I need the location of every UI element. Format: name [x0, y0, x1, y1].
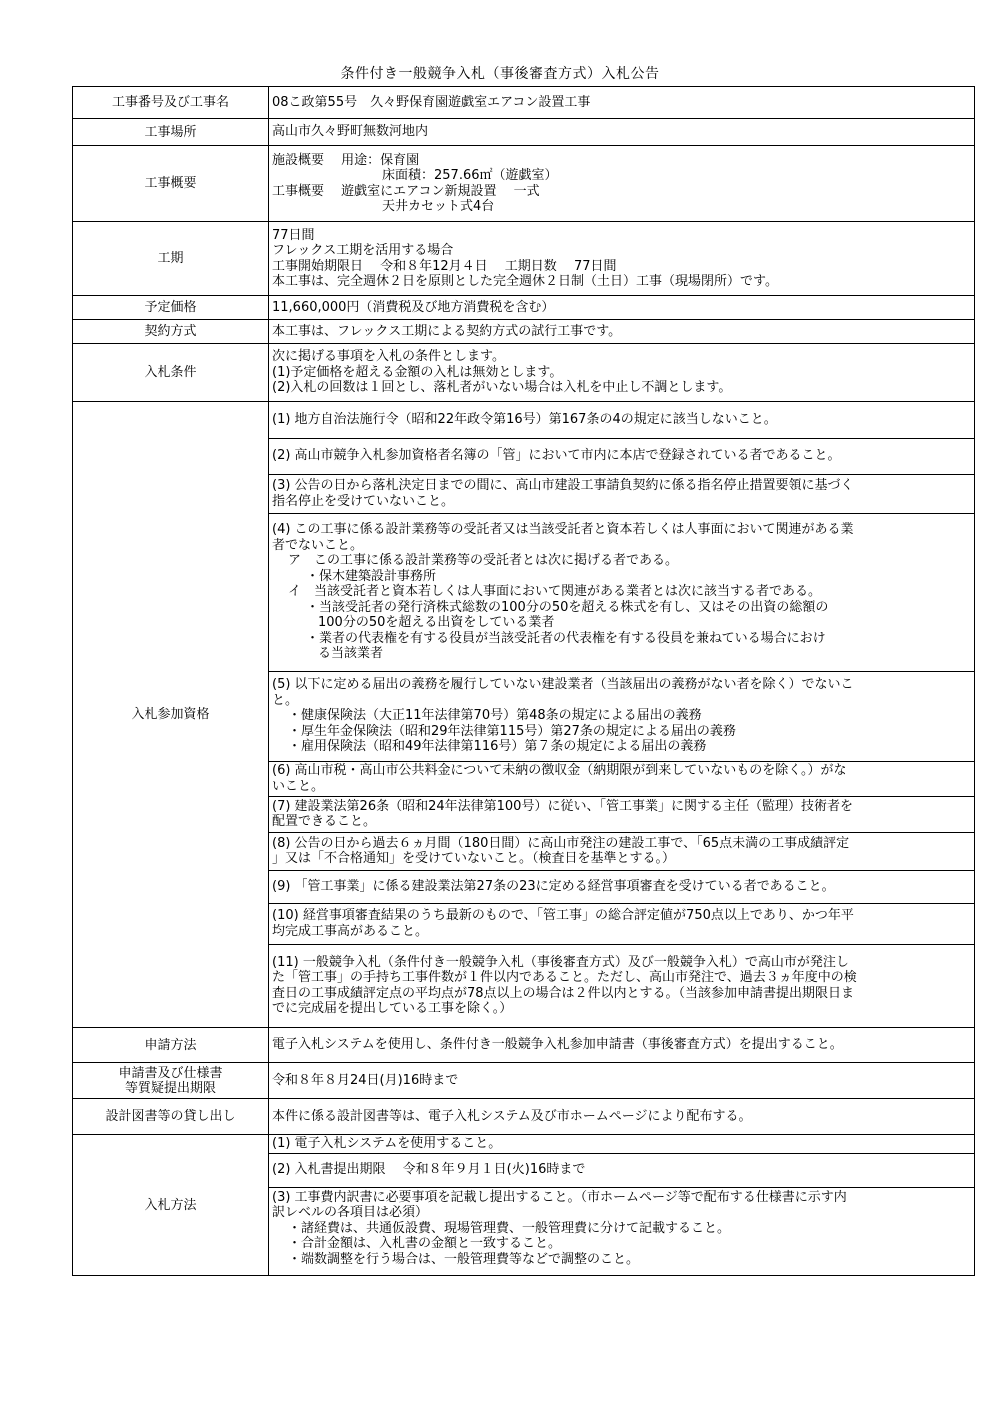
shikaku-item-5-line-4: ・厚生年金保険法（昭和29年法律第115号）第27条の規定による届出の義務: [288, 723, 736, 739]
shikaku-item-10-line-1: (10) 経営事項審査結果のうち最新のもので、「管工事」の総合評定値が750点以上であり、かつ年平: [272, 908, 854, 923]
row-shinsei: [73, 1028, 975, 1063]
label-yotei: 予定価格: [73, 296, 269, 320]
joken-line-2: (1)予定価格を超える金額の入札は無効とします。: [272, 364, 563, 380]
label-kigen-line-1: 申請書及び仕様書: [118, 1065, 223, 1081]
notice-table: [72, 86, 975, 1276]
shikaku-item-8-line-2: 」又は「不合格通知」を受けていないこと。（検査日を基準とする。）: [272, 851, 676, 866]
label-koji: 工事番号及び工事名: [73, 87, 269, 119]
hoho-item-3-line-4: ・合計金額は、入札書の金額と一致すること。: [288, 1236, 562, 1251]
shikaku-item-5-line-1: (5) 以下に定める届出の義務を履行していない建設業者（当該届出の義務がない者を除く）でないこ: [272, 677, 854, 693]
shikaku-item-4-line-9: る当該業者: [318, 646, 384, 662]
value-kashidashi: 本件に係る設計図書等は、電子入札システム及び市ホームページにより配布する。: [269, 1099, 975, 1135]
row-keiyaku: [73, 320, 975, 344]
label-shinsei: 申請方法: [73, 1028, 269, 1063]
shikaku-item-11-line-3: 査日の工事成績評定点の平均点が78点以上の場合は２件以内とする。（当該参加申請書提出期限日ま: [272, 985, 855, 1001]
row-hoho: [73, 1135, 975, 1276]
shikaku-item-8: [269, 832, 974, 870]
shikaku-item-2: (2) 高山市競争入札参加資格者名簿の「管」において市内に本店で登録されている者であること。: [269, 438, 974, 474]
value-joken: [269, 344, 975, 402]
label-gaiyo: 工事概要: [73, 146, 269, 222]
gaiyo-line-2: 床面積：257.66㎡（遊戯室）: [382, 168, 558, 183]
label-shikaku: 入札参加資格: [73, 402, 269, 1028]
value-shikaku: [269, 402, 975, 1028]
label-koki: 工期: [73, 222, 269, 296]
hoho-items: [269, 1135, 974, 1275]
shikaku-item-4-line-5: イ 当該受託者と資本若しくは人事面において関連がある業者とは次に該当する者である。: [288, 584, 822, 600]
row-shikaku: [73, 402, 975, 1028]
shikaku-item-6-line-2: いこと。: [272, 778, 325, 794]
joken-line-3: (2)入札の回数は１回とし、落札者がいない場合は入札を中止し不調とします。: [272, 380, 732, 396]
label-kigen-line-2: 等質疑提出期限: [124, 1080, 216, 1096]
label-keiyaku: 契約方式: [73, 320, 269, 344]
label-joken: 入札条件: [73, 344, 269, 402]
value-basho: 高山市久々野町無数河地内: [269, 119, 975, 146]
shikaku-item-11-line-2: た「管工事」の手持ち工事件数が１件以内であること。ただし、高山市発注で、過去３ヵ年度中の検: [272, 970, 857, 986]
koki-line-2: フレックス工期を活用する場合: [272, 243, 454, 258]
row-koji: [73, 87, 975, 119]
hoho-item-3-line-1: (3) 工事費内訳書に必要事項を記載し提出すること。（市ホームページ等で配布する仕様書に示す内: [272, 1189, 847, 1205]
document-title: 条件付き一般競争入札（事後審査方式）入札公告: [340, 66, 660, 82]
shikaku-item-11: [269, 944, 974, 1027]
hoho-item-3-line-2: 訳レベルの各項目は必須）: [272, 1205, 429, 1220]
value-koji: 08こ政第55号 久々野保育園遊戯室エアコン設置工事: [269, 87, 975, 119]
value-koki: [269, 222, 975, 296]
row-kigen: [73, 1063, 975, 1099]
shikaku-item-6-line-1: (6) 高山市税・高山市公共料金について未納の徴収金（納期限が到来していないものを除く。）がな: [272, 763, 847, 778]
shikaku-item-6: [269, 761, 974, 796]
hoho-item-2: (2) 入札書提出期限 令和８年９月１日(火)16時まで: [269, 1153, 974, 1187]
row-joken: [73, 344, 975, 402]
gaiyo-line-3: 工事概要 遊戯室にエアコン新規設置 一式: [272, 183, 540, 199]
shikaku-item-4: [269, 513, 974, 671]
shikaku-item-7: [269, 796, 974, 832]
shikaku-item-5-line-3: ・健康保険法（大正11年法律第70号）第48条の規定による届出の義務: [288, 708, 702, 724]
shikaku-item-4-line-7: 100分の50を超える出資をしている業者: [318, 615, 555, 631]
hoho-item-3: [269, 1187, 974, 1275]
value-shinsei: 電子入札システムを使用し、条件付き一般競争入札参加申請書（事後審査方式）を提出すること。: [269, 1028, 975, 1063]
hoho-item-1: (1) 電子入札システムを使用すること。: [269, 1135, 974, 1153]
row-basho: [73, 119, 975, 146]
shikaku-item-4-line-8: ・業者の代表権を有する役員が当該受託者の代表権を有する役員を兼ねている場合におけ: [306, 630, 826, 646]
shikaku-item-4-line-3: ア この工事に係る設計業務等の受託者とは次に掲げる者である。: [288, 553, 679, 569]
value-keiyaku: 本工事は、フレックス工期による契約方式の試行工事です。: [269, 320, 975, 344]
shikaku-item-10: [269, 903, 974, 944]
label-kashidashi: 設計図書等の貸し出し: [73, 1099, 269, 1135]
koki-line-4: 本工事は、完全週休２日を原則とした完全週休２日制（土日）工事（現場閉所）です。: [272, 274, 778, 289]
shikaku-item-5-line-5: ・雇用保険法（昭和49年法律第116号）第７条の規定による届出の義務: [288, 739, 707, 755]
row-gaiyo: [73, 146, 975, 222]
row-koki: [73, 222, 975, 296]
shikaku-item-4-line-1: (4) この工事に係る設計業務等の受託者又は当該受託者と資本若しくは人事面において関連がある業: [272, 522, 854, 538]
shikaku-item-5: [269, 671, 974, 761]
shikaku-item-10-line-2: 均完成工事高があること。: [272, 923, 429, 939]
shikaku-item-7-line-1: (7) 建設業法第26条（昭和24年法律第100号）に従い、「管工事業」に関する主任（監理）技術者を: [272, 798, 853, 814]
shikaku-item-7-line-2: 配置できること。: [272, 814, 377, 829]
shikaku-items: [269, 402, 974, 1027]
shikaku-item-3-line-2: 指名停止を受けていないこと。: [272, 493, 455, 509]
row-yotei: [73, 296, 975, 320]
koki-line-1: 77日間: [272, 227, 315, 243]
koki-line-3: 工事開始期限日 令和８年12月４日 工期日数 77日間: [272, 258, 617, 274]
shikaku-item-4-line-4: ・保木建築設計事務所: [306, 568, 437, 584]
label-kigen: [73, 1063, 269, 1099]
shikaku-item-3: [269, 474, 974, 513]
label-basho: 工事場所: [73, 119, 269, 146]
shikaku-item-11-line-4: でに完成届を提出している工事を除く。）: [272, 1001, 513, 1017]
shikaku-item-3-line-1: (3) 公告の日から落札決定日までの間に、高山市建設工事請負契約に係る指名停止措置要領に基づく: [272, 478, 854, 493]
hoho-item-3-line-3: ・諸経費は、共通仮設費、現場管理費、一般管理費に分けて記載すること。: [288, 1220, 731, 1236]
value-yotei: 11,660,000円（消費税及び地方消費税を含む）: [269, 296, 975, 320]
value-kigen: 令和８年８月24日(月)16時まで: [269, 1063, 975, 1099]
gaiyo-line-1: 施設概要 用途：保育園: [272, 152, 420, 168]
shikaku-item-5-line-2: と。: [272, 692, 299, 708]
value-hoho: [269, 1135, 975, 1276]
shikaku-item-1: (1) 地方自治法施行令（昭和22年政令第16号）第167条の4の規定に該当しないこと。: [269, 402, 974, 438]
shikaku-item-4-line-6: ・当該受託者の発行済株式総数の100分の50を超える株式を有し、又はその出資の総額の: [306, 599, 829, 615]
label-hoho: 入札方法: [73, 1135, 269, 1276]
shikaku-item-9: (9) 「管工事業」に係る建設業法第27条の23に定める経営事項審査を受けている者であること。: [269, 870, 974, 903]
shikaku-item-8-line-1: (8) 公告の日から過去６ヵ月間（180日間）に高山市発注の建設工事で、「65点未満の工事成績評定: [272, 835, 850, 851]
shikaku-item-11-line-1: (11) 一般競争入札（条件付き一般競争入札（事後審査方式）及び一般競争入札）で高山市が発注し: [272, 954, 849, 970]
hoho-item-3-line-5: ・端数調整を行う場合は、一般管理費等などで調整のこと。: [288, 1251, 640, 1267]
value-gaiyo: [269, 146, 975, 222]
joken-line-1: 次に掲げる事項を入札の条件とします。: [272, 349, 505, 365]
shikaku-item-4-line-2: 者でないこと。: [272, 537, 364, 553]
row-kashidashi: [73, 1099, 975, 1135]
gaiyo-line-4: 天井カセット式4台: [382, 199, 495, 214]
